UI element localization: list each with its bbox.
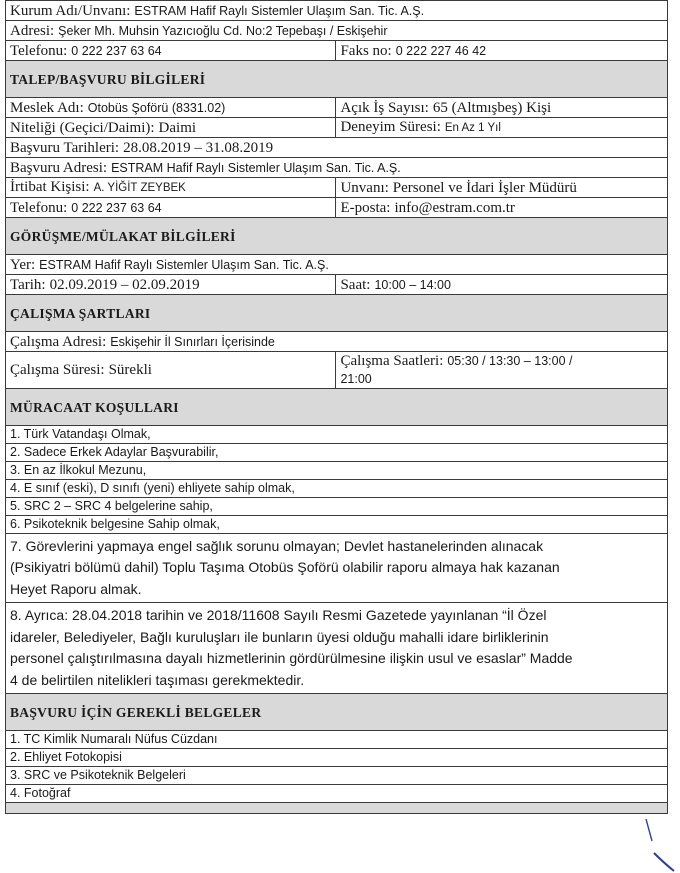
interview-time-value: 10:00 – 14:00 <box>374 277 451 292</box>
requirement-item: 3. En az İlkokul Mezunu, <box>6 462 668 480</box>
document-item: 3. SRC ve Psikoteknik Belgeleri <box>6 767 668 785</box>
requirement-item-7: 7. Görevlerini yapmaya engel sağlık sorunu olmayan; Devlet hastanelerinden alınacak (Psikiyatri bölümü dahil) Toplu Taşıma Otobüs Şoförü olabilir raporu almaya hak kazanan Heyet Raporu almak. <box>6 534 668 603</box>
interview-place-value: ESTRAM Hafif Raylı Sistemler Ulaşım San. Tic. A.Ş. <box>39 257 329 272</box>
conditions-heading: ÇALIŞMA ŞARTLARI <box>6 295 668 332</box>
employer-name-value: ESTRAM Hafif Raylı Sistemler Ulaşım San. Tic. A.Ş. <box>134 3 425 18</box>
interview-time-label: Saat: <box>340 276 371 293</box>
profession-value: Otobüs Şoförü (8331.02) <box>87 100 226 115</box>
application-heading: TALEP/BAŞVURU BİLGİLERİ <box>6 61 668 98</box>
work-duration-row <box>6 352 668 389</box>
nature-value: Daimi <box>158 119 197 136</box>
conditions-section-header <box>6 295 668 332</box>
work-hours-value-2: 21:00 <box>340 372 372 386</box>
work-address-label: Çalışma Adresi: <box>10 333 107 350</box>
employer-address-label: Adresi: <box>10 22 55 39</box>
application-dates-label: Başvuru Tarihleri: <box>10 139 120 156</box>
openings-label: Açık İş Sayısı: <box>340 99 429 116</box>
email-label: E-posta: <box>340 199 391 216</box>
contact-title-value: Personel ve İdari İşler Müdürü <box>392 179 577 196</box>
employer-address-value: Şeker Mh. Muhsin Yazıcıoğlu Cd. No:2 Tepebaşı / Eskişehir <box>58 23 388 38</box>
interview-place-row <box>6 255 668 275</box>
profession-label: Meslek Adı: <box>10 99 84 116</box>
interview-heading: GÖRÜŞME/MÜLAKAT BİLGİLERİ <box>6 218 668 255</box>
contact-value: A. YİĞİT ZEYBEK <box>93 182 186 194</box>
contact-title-label: Unvanı: <box>340 179 389 196</box>
email-value: info@estram.com.tr <box>394 199 515 216</box>
openings-value: 65 (Altmışbeş) Kişi <box>432 99 552 116</box>
document-item: 4. Fotoğraf <box>6 785 668 803</box>
work-address-value: Eskişehir İl Sınırları İçerisinde <box>110 334 275 349</box>
application-phone-row <box>6 198 668 218</box>
requirement-item: 4. E sınıf (eski), D sınıfı (yeni) ehliyete sahip olmak, <box>6 480 668 498</box>
requirement-item: 1. Türk Vatandaşı Olmak, <box>6 426 668 444</box>
requirement-item: 6. Psikoteknik belgesine Sahip olmak, <box>6 516 668 534</box>
employer-phone-value: 0 222 237 63 64 <box>71 43 162 58</box>
employer-phone-row <box>6 41 668 61</box>
trial-label: Deneyim Süresi: <box>340 119 441 135</box>
requirement-item: 5. SRC 2 – SRC 4 belgelerine sahip, <box>6 498 668 516</box>
application-phone-label: Telefonu: <box>10 199 68 216</box>
application-dates-row <box>6 138 668 158</box>
document-item: 1. TC Kimlik Numaralı Nüfus Cüzdanı <box>6 731 668 749</box>
nature-label: Niteliği (Geçici/Daimi): <box>10 119 155 136</box>
job-posting-table <box>5 0 668 814</box>
trial-value: En Az 1 Yıl <box>444 122 501 134</box>
interview-date-row <box>6 275 668 295</box>
pen-mark <box>640 813 680 873</box>
interview-date-label: Tarih: <box>10 276 46 293</box>
application-section-header <box>6 61 668 98</box>
document-item: 2. Ehliyet Fotokopisi <box>6 749 668 767</box>
application-dates-value: 28.08.2019 – 31.08.2019 <box>123 139 274 156</box>
contact-label: İrtibat Kişisi: <box>10 179 90 195</box>
interview-date-value: 02.09.2019 – 02.09.2019 <box>49 276 200 293</box>
requirements-heading: MÜRACAAT KOŞULLARI <box>6 389 668 426</box>
profession-row <box>6 98 668 118</box>
requirements-section-header <box>6 389 668 426</box>
job-posting-document <box>5 0 668 814</box>
work-duration-value: Sürekli <box>108 362 152 378</box>
contact-row <box>6 178 668 198</box>
requirement-item-8: 8. Ayrıca: 28.04.2018 tarihin ve 2018/11608 Sayılı Resmi Gazetede yayınlanan “İl Özel idareler, Belediyeler, Bağlı kuruluşları ile bunların üyesi olduğu mahalli idare birliklerinin personel çalıştırılmasına dayalı hizmetlerinin gördürülmesine ilişkin usul ve esaslar” Madde 4 de belirtilen nitelikleri taşıması gerekmektedir. <box>6 603 668 694</box>
application-address-row <box>6 158 668 178</box>
documents-section-header <box>6 694 668 731</box>
requirement-item: 2. Sadece Erkek Adaylar Başvurabilir, <box>6 444 668 462</box>
employer-phone-label: Telefonu: <box>10 42 68 59</box>
employer-fax-label: Faks no: <box>340 42 392 59</box>
employer-address-row <box>6 21 668 41</box>
interview-place-label: Yer: <box>10 256 36 273</box>
application-phone-value: 0 222 237 63 64 <box>71 200 162 215</box>
employer-name-row <box>6 1 668 21</box>
employer-fax-value: 0 222 227 46 42 <box>395 43 487 58</box>
work-hours-value-1: 05:30 / 13:30 – 13:00 / <box>447 354 573 368</box>
nature-row <box>6 118 668 138</box>
work-hours-label: Çalışma Saatleri: <box>340 353 444 369</box>
employer-name-label: Kurum Adı/Unvanı: <box>10 2 131 19</box>
documents-heading: BAŞVURU İÇİN GEREKLİ BELGELER <box>6 694 668 731</box>
bottom-gray-band <box>6 803 668 814</box>
work-duration-label: Çalışma Süresi: <box>10 362 105 378</box>
application-address-label: Başvuru Adresi: <box>10 159 108 176</box>
work-address-row <box>6 332 668 352</box>
interview-section-header <box>6 218 668 255</box>
application-address-value: ESTRAM Hafif Raylı Sistemler Ulaşım San. Tic. A.Ş. <box>111 160 401 175</box>
